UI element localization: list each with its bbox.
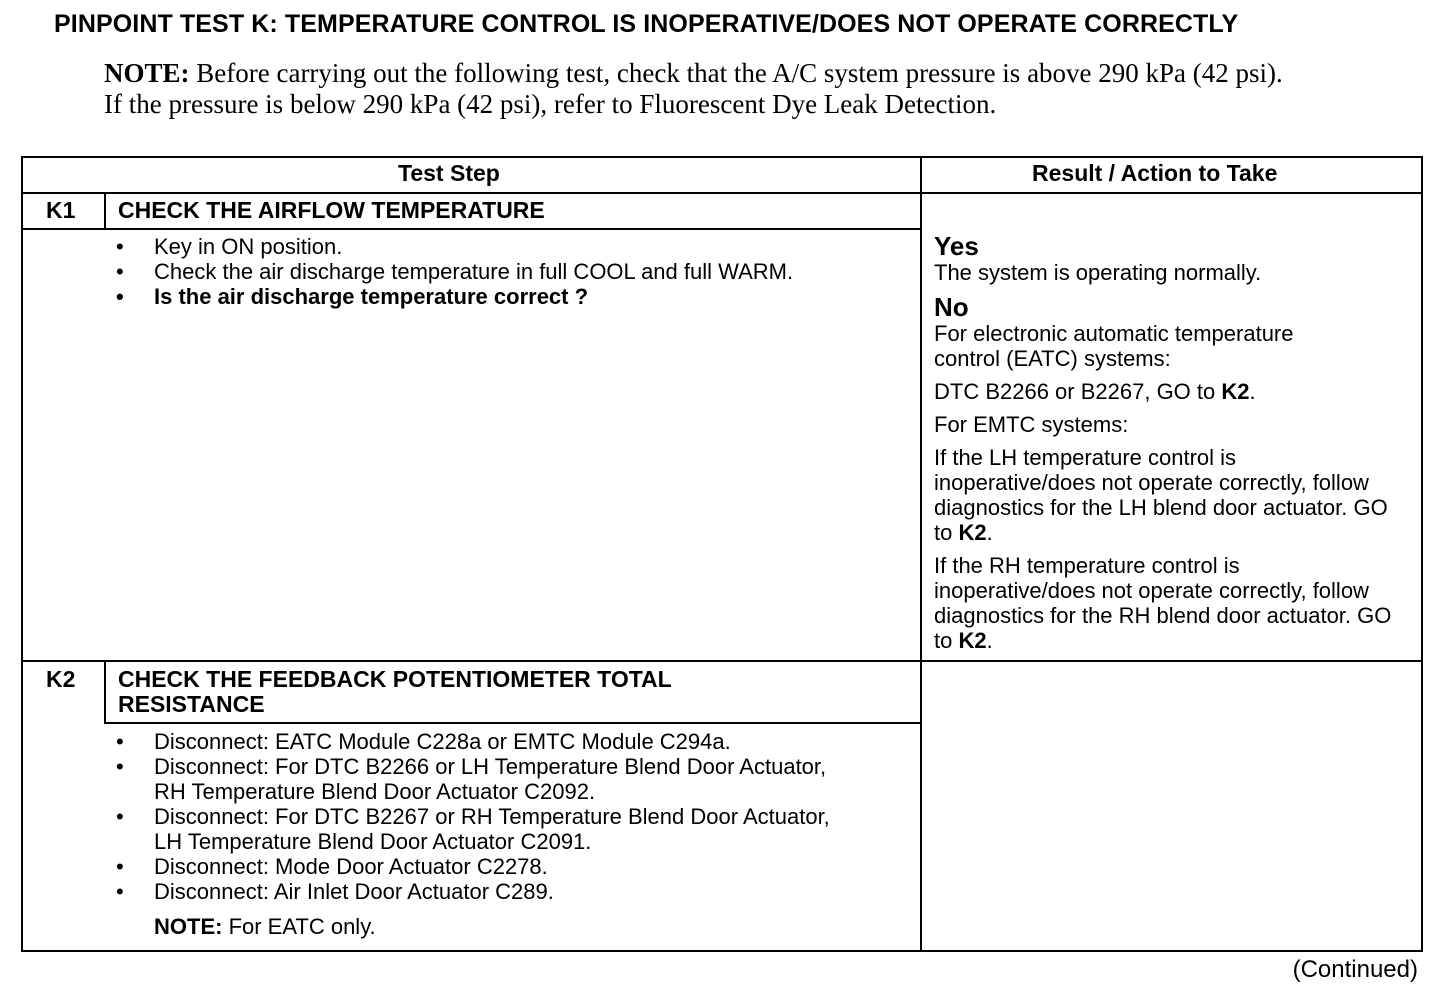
note-paragraph: [104, 58, 1284, 120]
step-id-k1: K1: [46, 197, 76, 223]
header-result-action: Result / Action to Take: [1032, 160, 1278, 186]
k2-note: [154, 914, 376, 939]
list-item: • Key in ON position.: [106, 234, 806, 259]
step-title-k1: CHECK THE AIRFLOW TEMPERATURE: [118, 197, 545, 223]
list-item: • Disconnect: For DTC B2266 or LH Temperature Blend Door Actuator, RH Temperature Blend Door Actuator C2092.: [106, 754, 846, 804]
k1-title-divider: [21, 228, 921, 230]
k2-note-text: For EATC only.: [222, 914, 376, 939]
k1-bullet-list: [106, 234, 806, 309]
note-label: NOTE:: [104, 58, 190, 88]
step-title-k2: CHECK THE FEEDBACK POTENTIOMETER TOTAL RESISTANCE: [118, 666, 672, 717]
k2-bullet-list: [106, 729, 846, 904]
dtc-goto-link[interactable]: K2: [1221, 379, 1250, 404]
list-item: • Check the air discharge temperature in full COOL and full WARM.: [106, 259, 806, 284]
list-item: • Is the air discharge temperature correct ?: [106, 284, 806, 309]
lh-text: [934, 445, 1396, 545]
rh-goto-link[interactable]: K2: [958, 628, 987, 653]
list-item: • Disconnect: For DTC B2267 or RH Temperature Blend Door Actuator, LH Temperature Blend Door Actuator C2091.: [106, 804, 846, 854]
rh-text-end: .: [986, 628, 993, 653]
step-id-k2: K2: [46, 666, 76, 692]
k1-result: [934, 232, 1404, 661]
page-title: PINPOINT TEST K: TEMPERATURE CONTROL IS INOPERATIVE/DOES NOT OPERATE CORRECTLY: [54, 10, 1239, 38]
lh-text-body: If the LH temperature control is inoperative/does not operate correctly, follow diagnostics for the LH blend door actuator. GO to: [934, 445, 1388, 545]
k1-id-divider: [104, 192, 106, 229]
list-item: • Disconnect: Air Inlet Door Actuator C289.: [106, 879, 846, 904]
dtc-text: [934, 379, 1404, 404]
k2-title-divider: [104, 722, 921, 724]
no-text: For electronic automatic temperature control (EATC) systems:: [934, 321, 1294, 371]
dtc-text-end: .: [1249, 379, 1256, 404]
yes-label: Yes: [934, 231, 979, 261]
list-item: • Disconnect: EATC Module C228a or EMTC Module C294a.: [106, 729, 846, 754]
list-item: • Disconnect: Mode Door Actuator C2278.: [106, 854, 846, 879]
dtc-text-body: DTC B2266 or B2267, GO to: [934, 379, 1222, 404]
k2-id-divider: [104, 660, 106, 723]
k2-note-label: NOTE:: [154, 914, 223, 939]
lh-goto-link[interactable]: K2: [958, 520, 987, 545]
continued-label: (Continued): [1292, 956, 1418, 983]
rh-text: [934, 553, 1396, 653]
header-divider: [21, 192, 1423, 194]
emtc-text: For EMTC systems:: [934, 412, 1129, 437]
header-test-step: Test Step: [398, 160, 500, 186]
no-label: No: [934, 292, 969, 322]
yes-text: The system is operating normally.: [934, 260, 1262, 285]
note-text: Before carrying out the following test, check that the A/C system pressure is above 290 kPa (42 psi). If the pressure is below 290 kPa (42 psi), refer to Fluorescent Dye Leak Detection.: [104, 58, 1283, 119]
column-divider: [920, 156, 922, 952]
rh-text-body: If the RH temperature control is inoperative/does not operate correctly, follow diagnostics for the RH blend door actuator. GO to: [934, 553, 1392, 653]
lh-text-end: .: [986, 520, 993, 545]
